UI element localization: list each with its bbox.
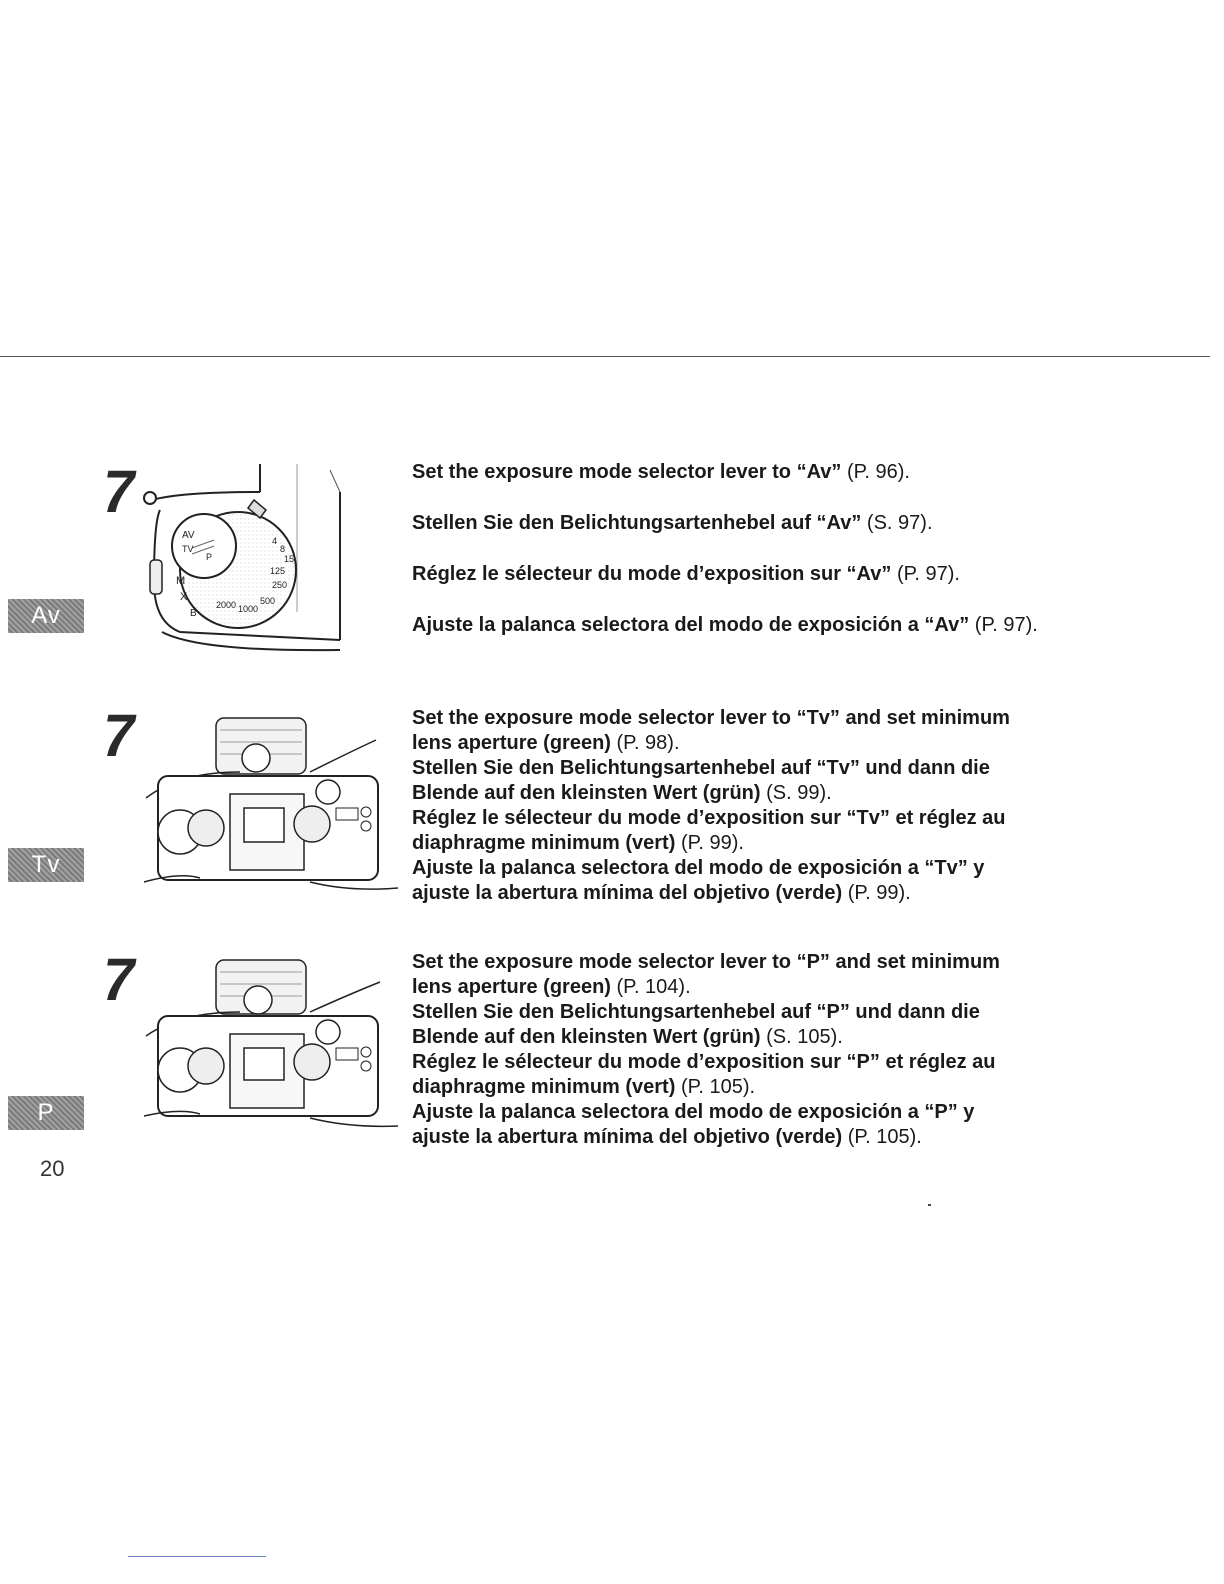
instruction-line: lens aperture (green) (P. 104). [412,976,691,998]
instruction-block-av [412,460,1212,664]
top-rule [0,356,1210,357]
instruction-block-p [412,950,1212,1150]
instruction-line: ajuste la abertura mínima del objetivo (verde) (P. 105). [412,1126,922,1148]
camera-top-illustration [140,712,400,902]
instruction-line: Ajuste la palanca selectora del modo de exposición a “Tv” y [412,857,985,879]
camera-top-illustration [140,956,400,1136]
dial-label-m: M [176,575,186,587]
instruction-line: Set the exposure mode selector lever to “Tv” and set minimum [412,707,1010,729]
step-number: 7 [96,702,140,769]
instruction-line: Blende auf den kleinsten Wert (grün) (S. 105). [412,1026,843,1048]
bottom-rule [128,1556,266,1557]
instruction-line-es: Ajuste la palanca selectora del modo de exposición a “Av” (P. 97). [412,614,1038,636]
dial-label-s250: 250 [272,580,288,590]
instruction-line: Blende auf den kleinsten Wert (grün) (S. 99). [412,782,832,804]
dial-label-p: P [206,552,213,562]
instruction-line: Réglez le sélecteur du mode d’exposition sur “P” et réglez au [412,1051,996,1073]
dial-label-s15: 15 [284,554,295,564]
mode-tab-av: Av [8,599,84,633]
step-number: 7 [96,458,140,525]
dial-label-s500: 500 [260,596,276,606]
step-number: 7 [96,946,140,1013]
dial-label-b: B [190,608,197,619]
instruction-block-tv [412,706,1212,906]
dial-label-av: AV [182,530,195,541]
instruction-line: ajuste la abertura mínima del objetivo (verde) (P. 99). [412,882,911,904]
dial-label-s1000: 1000 [238,604,259,614]
instruction-line: lens aperture (green) (P. 98). [412,732,680,754]
instruction-line-de: Stellen Sie den Belichtungsartenhebel auf “Av” (S. 97). [412,512,933,534]
instruction-line-fr: Réglez le sélecteur du mode d’exposition sur “Av” (P. 97). [412,563,960,585]
instruction-line: Réglez le sélecteur du mode d’exposition sur “Tv” et réglez au [412,807,1006,829]
instruction-line: Stellen Sie den Belichtungsartenhebel auf “Tv” und dann die [412,757,990,779]
instruction-line-en: Set the exposure mode selector lever to “Av” (P. 96). [412,461,910,483]
scan-speck [928,1204,931,1206]
instruction-line: Stellen Sie den Belichtungsartenhebel auf “P” und dann die [412,1001,980,1023]
instruction-line: diaphragme minimum (vert) (P. 99). [412,832,744,854]
dial-label-s2000: 2000 [216,600,237,610]
mode-dial-illustration [140,462,350,654]
instruction-line: diaphragme minimum (vert) (P. 105). [412,1076,756,1098]
dial-label-s8: 8 [280,544,286,554]
dial-label-tv: TV [182,544,194,554]
instruction-line: Set the exposure mode selector lever to “P” and set minimum [412,951,1000,973]
instruction-line: Ajuste la palanca selectora del modo de exposición a “P” y [412,1101,975,1123]
mode-tab-tv: Tv [8,848,84,882]
dial-label-s125: 125 [270,566,286,576]
page-number: 20 [40,1156,65,1181]
dial-label-x: X [180,591,188,603]
mode-tab-p: P [8,1096,84,1130]
dial-label-s4: 4 [272,536,278,546]
